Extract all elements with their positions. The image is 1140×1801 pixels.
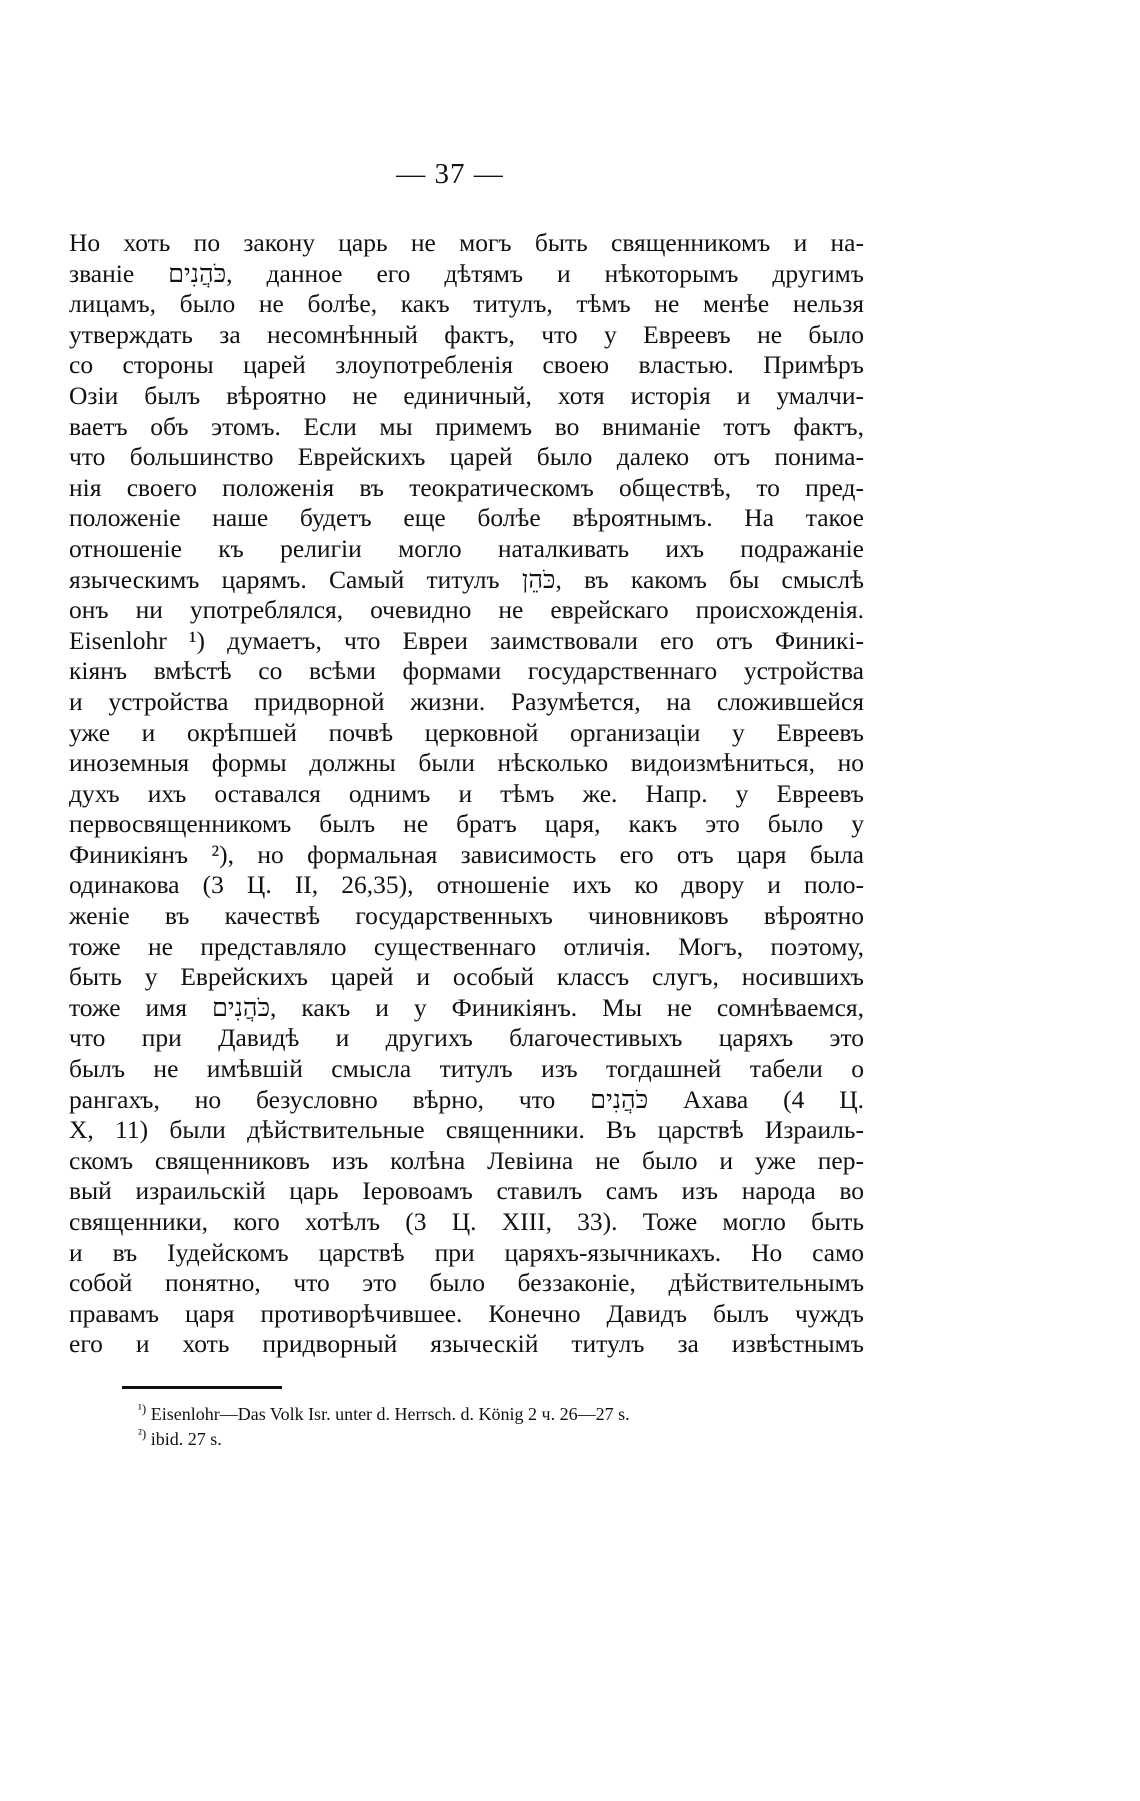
text-line: уже и окрѣпшей почвѣ церковной организаціи у Евреевъ [69,717,864,747]
text-line: что при Давидѣ и другихъ благочестивыхъ царяхъ это [69,1023,864,1053]
text-line: языческимъ царямъ. Самый титулъ כֹּהֵן, въ какомъ бы смыслѣ [69,564,864,594]
footnote [138,1427,838,1452]
text-line: и въ Іудейскомъ царствѣ при царяхъ-язычникахъ. Но само [69,1237,864,1267]
text-line: отношеніе къ религіи могло наталкивать ихъ подражаніе [69,533,864,563]
text-line: и устройства придворной жизни. Разумѣется, на сложившейся [69,686,864,716]
text-line: первосвященникомъ былъ не братъ царя, какъ это было у [69,809,864,839]
text-line: X, 11) были дѣйствительные священники. Въ царствѣ Израиль- [69,1115,864,1145]
text-line: нія своего положенія въ теократическомъ обществѣ, то пред- [69,472,864,502]
text-line: одинакова (3 Ц. II, 26,35), отношеніе ихъ ко двору и поло- [69,870,864,900]
text-line: Озіи былъ вѣроятно не единичный, хотя исторія и умалчи- [69,380,864,410]
text-line: тоже не представляло существеннаго отличія. Могъ, поэтому, [69,931,864,961]
footnote-mark: ¹) [138,1401,147,1416]
text-line: собой понятно, что это было беззаконіе, дѣйствительнымъ [69,1268,864,1298]
text-line: положеніе наше будетъ еще болѣе вѣроятнымъ. На такое [69,503,864,533]
text-line: лицамъ, было не болѣе, какъ титулъ, тѣмъ не менѣе нельзя [69,289,864,319]
text-line: онъ ни употреблялся, очевидно не еврейскаго происхожденія. [69,595,864,625]
text-line: его и хоть придворный языческій титулъ за извѣстнымъ [69,1329,864,1359]
text-line: рангахъ, но безусловно вѣрно, что כֹּהֲנִים Ахава (4 Ц. [69,1084,864,1114]
footnote-text: Eisenlohr—Das Volk Isr. unter d. Herrsch. d. König 2 ч. 26—27 s. [150,1404,630,1424]
text-line: Eisenlohr ¹) думаетъ, что Евреи заимствовали его отъ Финикі- [69,625,864,655]
text-line: тоже имя כֹּהֲנִים, какъ и у Финикіянъ. Мы не сомнѣваемся, [69,992,864,1022]
text-line: женіе въ качествѣ государственныхъ чиновниковъ вѣроятно [69,901,864,931]
footnotes [138,1402,838,1452]
footnote-text: ibid. 27 s. [150,1429,222,1449]
text-line: иноземныя формы должны были нѣсколько видоизмѣниться, но [69,748,864,778]
text-line: званіе כֹּהֲנִים, данное его дѣтямъ и нѣкоторымъ другимъ [69,258,864,288]
footnote-divider [122,1386,282,1389]
page-number: — 37 — [396,158,504,190]
footnote [138,1402,838,1427]
text-line: духъ ихъ оставался однимъ и тѣмъ же. Напр. у Евреевъ [69,778,864,808]
text-line: священники, кого хотѣлъ (3 Ц. XIII, 33). Тоже могло быть [69,1207,864,1236]
text-line: кіянъ вмѣстѣ со всѣми формами государственнаго устройства [69,656,864,686]
text-line: Финикіянъ ²), но формальная зависимость его отъ царя была [69,839,864,869]
text-line: Но хоть по закону царь не могъ быть священникомъ и на- [69,228,864,257]
text-line: скомъ священниковъ изъ колѣна Левіина не было и уже пер- [69,1145,864,1175]
text-line: ваетъ объ этомъ. Если мы примемъ во вниманіе тотъ фактъ, [69,411,864,441]
text-line: со стороны царей злоупотребленія своею властью. Примѣръ [69,350,864,380]
text-line: что большинство Еврейскихъ царей было далеко отъ понима- [69,442,864,472]
text-line: былъ не имѣвшій смысла титулъ изъ тогдашней табели о [69,1054,864,1084]
text-line: правамъ царя противорѣчившее. Конечно Давидъ былъ чуждъ [69,1298,864,1328]
footnote-mark: ²) [138,1426,147,1441]
text-line: вый израильскій царь Іеровоамъ ставилъ самъ изъ народа во [69,1176,864,1206]
text-line: утверждать за несомнѣнный фактъ, что у Евреевъ не было [69,319,864,349]
text-line: быть у Еврейскихъ царей и особый классъ слугъ, носившихъ [69,962,864,992]
body-text [69,228,864,1360]
